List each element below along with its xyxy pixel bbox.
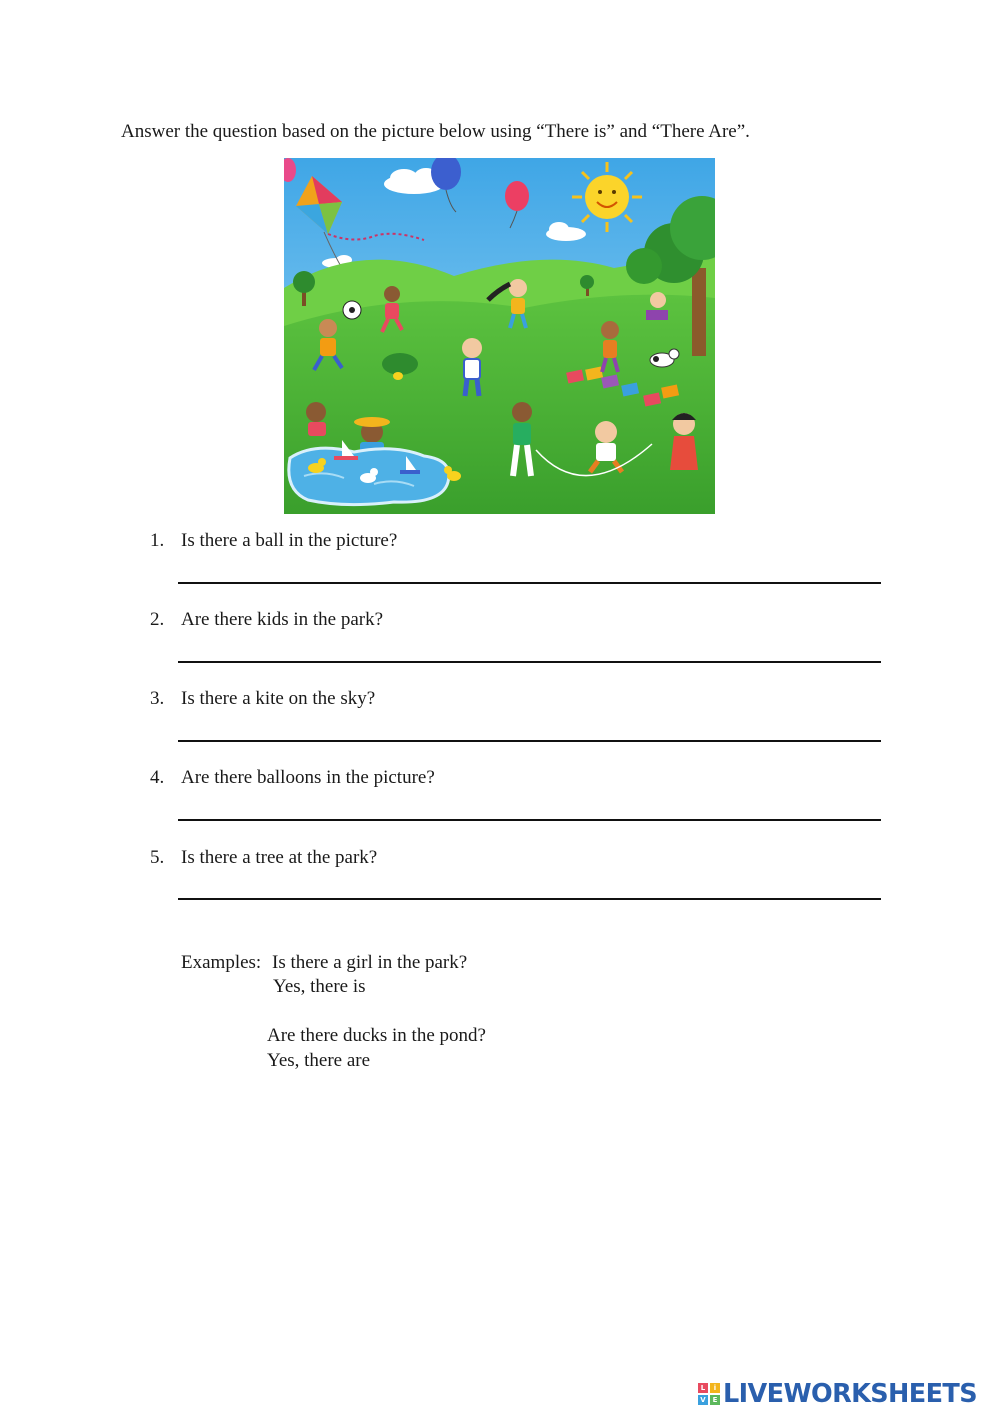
answer-input[interactable] <box>178 716 881 742</box>
question-number: 1. <box>150 530 165 551</box>
kid-figure <box>306 402 326 436</box>
example-question-2: Are there ducks in the pond? <box>267 1025 486 1046</box>
bush-icon <box>382 353 418 375</box>
question-text: Is there a ball in the picture? <box>181 530 398 551</box>
duck-icon <box>393 372 403 380</box>
park-illustration <box>284 158 715 514</box>
example-answer-1: Yes, there is <box>273 976 366 997</box>
question-item <box>150 765 435 791</box>
question-item <box>150 607 383 633</box>
answer-input[interactable] <box>178 874 881 900</box>
answer-input[interactable] <box>178 795 881 821</box>
instruction-text: Answer the question based on the picture below using “There is” and “There Are”. <box>121 121 750 142</box>
question-item <box>150 528 397 554</box>
brand-name: LIVEWORKSHEETS <box>723 1379 977 1409</box>
question-text: Are there kids in the park? <box>181 609 384 630</box>
question-number: 5. <box>150 847 165 868</box>
question-text: Are there balloons in the picture? <box>181 767 435 788</box>
logo-grid-icon: L i V E <box>698 1383 720 1405</box>
question-number: 2. <box>150 609 165 630</box>
kid-figure <box>670 413 698 470</box>
answer-input[interactable] <box>178 637 881 663</box>
example-question-1: Is there a girl in the park? <box>272 952 468 973</box>
soccer-ball-icon <box>343 301 361 319</box>
liveworksheets-logo <box>698 1377 977 1411</box>
question-text: Is there a kite on the sky? <box>181 688 376 709</box>
question-number: 4. <box>150 767 165 788</box>
question-item <box>150 845 377 871</box>
example-answer-2: Yes, there are <box>267 1050 371 1071</box>
question-text: Is there a tree at the park? <box>181 847 378 868</box>
answer-input[interactable] <box>178 558 881 584</box>
question-item <box>150 686 375 712</box>
question-number: 3. <box>150 688 165 709</box>
examples-label: Examples: <box>181 952 262 973</box>
